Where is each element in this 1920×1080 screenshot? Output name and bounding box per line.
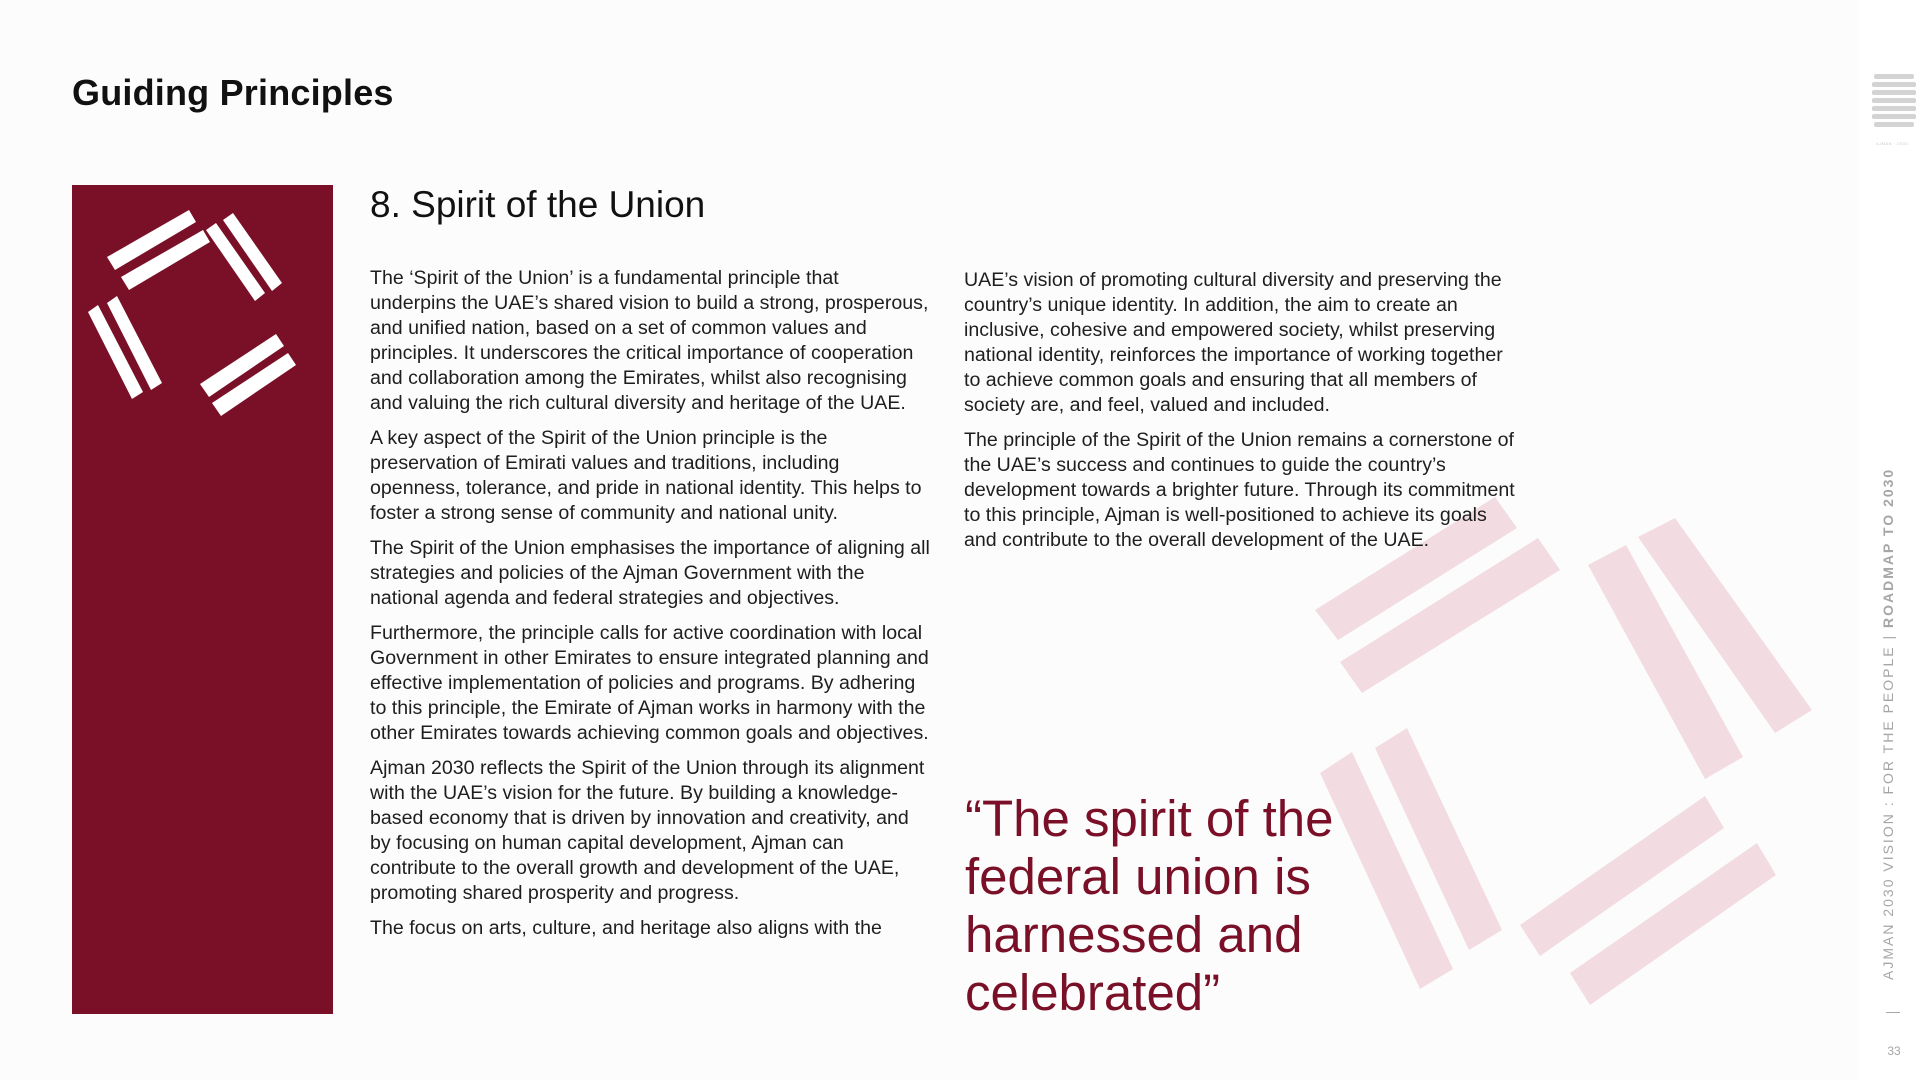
maroon-panel (72, 185, 333, 1014)
divider (1886, 1012, 1900, 1013)
pull-quote: “The spirit of the federal union is harnessed and celebrated” (965, 790, 1334, 1021)
paragraph: The principle of the Spirit of the Union remains a cornerstone of the UAE’s success and continues to guide the country’s development towards a brighter future. Through its commitment to this principle, Ajman is well-positioned to achieve its goals and contribute to the overall development of the UAE. (964, 429, 1515, 551)
paragraph: The Spirit of the Union emphasises the importance of aligning all strategies and policies of the Ajman Government with the national agenda and federal strategies and objectives. (370, 537, 930, 609)
section-title: 8. Spirit of the Union (370, 184, 706, 225)
ajman-logo-icon (1872, 72, 1916, 138)
page-number: 33 (1887, 1044, 1901, 1058)
body-column-left (370, 266, 930, 951)
body-column-right (964, 268, 1524, 563)
paragraph: The focus on arts, culture, and heritage also aligns with the (370, 917, 882, 939)
four-stripe-pinwheel-icon (72, 185, 333, 1014)
logo-caption: AJMAN · 2030 (1875, 141, 1908, 146)
paragraph: A key aspect of the Spirit of the Union principle is the preservation of Emirati values and traditions, including openness, tolerance, and pride in national identity. This helps to foster a strong sense of community and national unity. (370, 427, 922, 524)
vertical-label-strong: ROADMAP TO 2030 (1880, 467, 1896, 628)
paragraph: The ‘Spirit of the Union’ is a fundamental principle that underpins the UAE’s shared vision to build a strong, prosperous, and unified nation, based on a set of common values and principles. It underscores the critical importance of cooperation and collaboration among the Emirates, whilst also recognising and valuing the rich cultural diversity and heritage of the UAE. (370, 267, 929, 414)
paragraph: Furthermore, the principle calls for active coordination with local Government in other Emirates to ensure integrated planning and effective implementation of policies and programs. By adhering to this principle, the Emirate of Ajman works in harmony with the other Emirates towards achieving common goals and objectives. (370, 622, 929, 744)
paragraph: UAE’s vision of promoting cultural diversity and preserving the country’s unique identity. In addition, the aim to create an inclusive, cohesive and empowered society, whilst preserving national identity, reinforces the importance of working together to achieve common goals and ensuring that all members of society are, and feel, valued and included. (964, 269, 1503, 416)
vertical-label-prefix: AJMAN 2030 VISION : FOR THE PEOPLE | (1880, 627, 1896, 980)
paragraph: Ajman 2030 reflects the Spirit of the Union through its alignment with the UAE’s vision for the future. By building a knowledge-based economy that is driven by innovation and creativity, and by focusing on human capital development, Ajman can contribute to the overall growth and development of the UAE, promoting shared prosperity and progress. (370, 757, 925, 904)
page-heading: Guiding Principles (72, 72, 394, 113)
vertical-footer-label (1880, 468, 1896, 980)
